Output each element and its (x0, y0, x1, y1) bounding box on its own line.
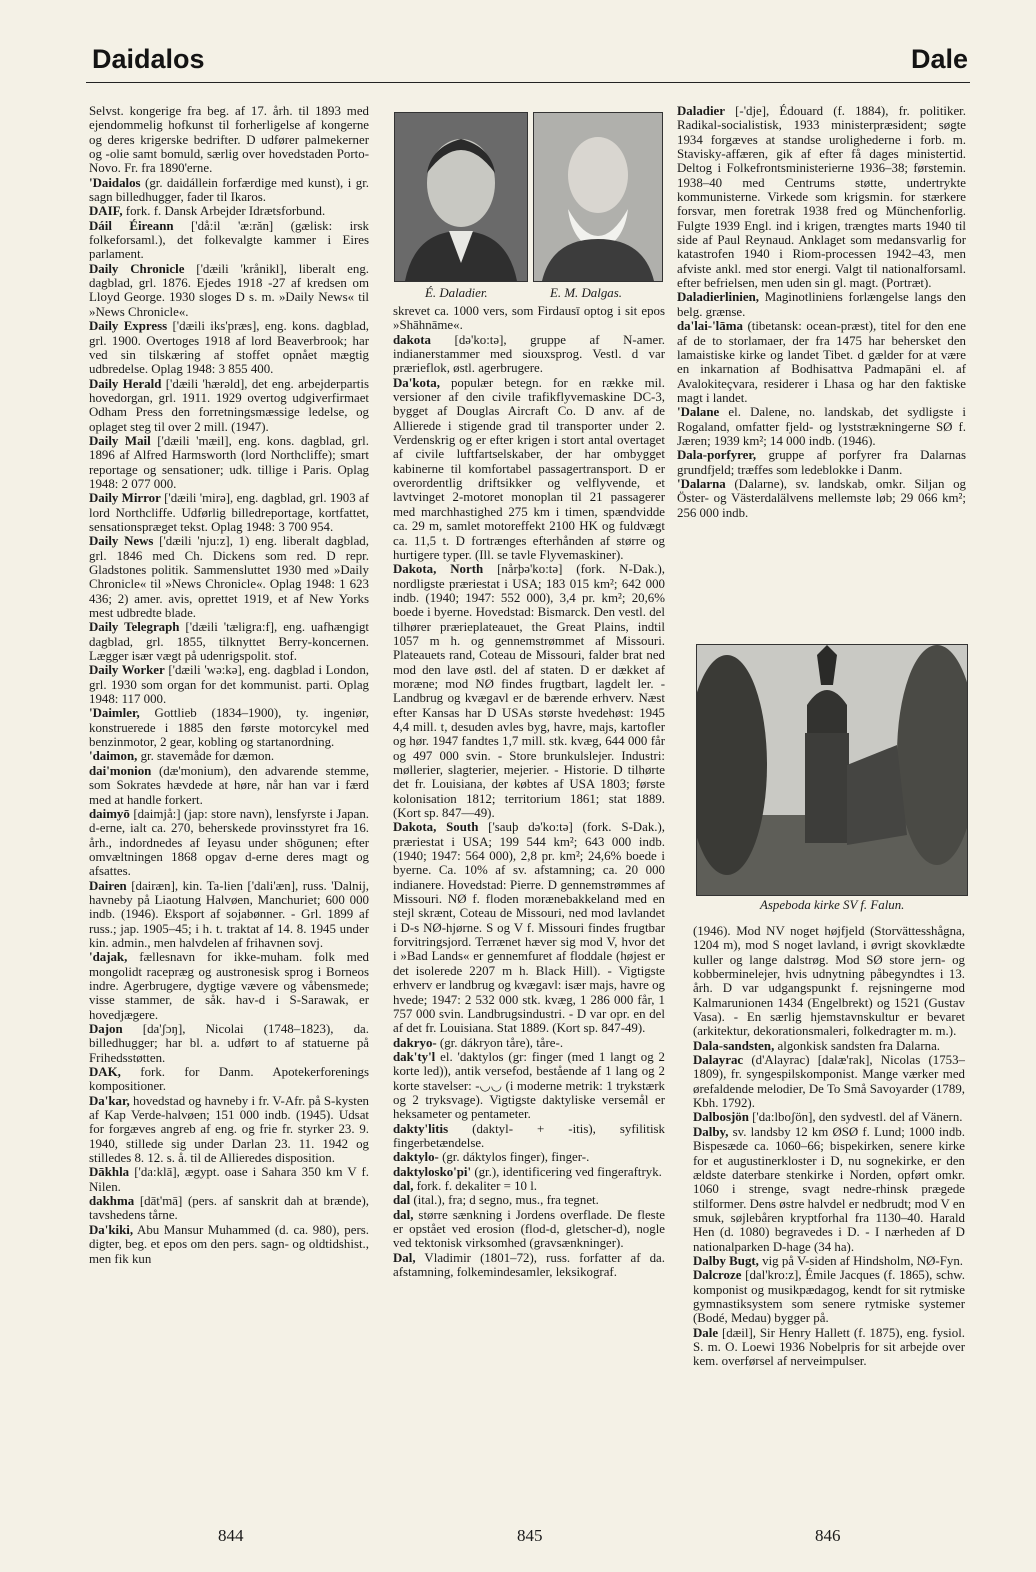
dictionary-entry (393, 1150, 665, 1164)
entry-headword: dal, (393, 1207, 414, 1222)
entry-headword: dak'ty'l (393, 1049, 436, 1064)
dictionary-entry (89, 319, 369, 376)
dictionary-entry (693, 1110, 965, 1124)
dictionary-entry (393, 1036, 665, 1050)
entry-headword: daimyō (89, 806, 130, 821)
entry-body: ['dæili 'wə:kə], eng. dagblad i London, grl. 1930 som organ for det kommunist. parti. Oplag 1948: 117 000. (89, 663, 370, 707)
caption-photo-1: É. Daladier. (425, 286, 488, 300)
entry-body: [də'ko:tə], gruppe af N-amer. indianerstammer med siouxsprog. Vestl. d var prærieflok, østl. agerbrugere. (393, 332, 665, 376)
entry-headword: Da'kota, (393, 375, 440, 390)
dictionary-entry (677, 405, 966, 448)
entry-body: ['sauþ də'ko:tə] (fork. S-Dak.), præriestat i USA; 199 544 km²; 643 000 indb. (1940; 1947: 564 000), 2,8 pr. km²; 24,6% boede i byerne. Ca. 10% af sv. afstamning; ca. 20 000 indianere. Hovedstad: Pierre. D gennemstrømmes af Missouri. NØ f. floden morænebakkeland med en stejl skrænt, Coteau de Missouri, ned mod lavlandet i D-s NØ-hjørne. S og V f. Missouri findes frugtbar forvitringsjord. Terrænet hæver sig mod V, hvor det i »Bad Lands« er gennemfuret af floddale (højest er det isolerede 2207 m h. Black Hill). - Vigtigste erhverv er landbrug og kvægavl: især majs, havre og hvede; 1947: 2 532 000 stk. kvæg, 1 286 000 får, 1 757 000 svin. Landbrugsindustri. - D var opr. en del af det fr. Louisiana. Stat 1889. (Kort sp. 847-49). (393, 820, 665, 1036)
church-photo (696, 644, 968, 896)
entry-headword: 'Dalarna (677, 476, 726, 491)
entry-headword: Dākhla (89, 1165, 130, 1180)
entry-headword: DAIF, (89, 204, 123, 219)
entry-body: ['dæili 'hærəld], det eng. arbejderpartis hovedorgan, grl. 1911. 1929 overtog udgiverfirmaet Odham Press den forretningsmæssige ledelse, og oplaget steg til over 2 mill. (1947). (89, 376, 369, 434)
dictionary-entry (89, 764, 369, 807)
dictionary-entry (89, 176, 369, 205)
column-3-bottom (693, 924, 965, 1369)
entry-headword: Daily Mirror (89, 491, 161, 506)
entry-body: fork. for Danm. Apotekerforenings kompositioner. (89, 1065, 369, 1094)
dictionary-entry (693, 1039, 965, 1053)
entry-headword: Dakota, North (393, 562, 484, 577)
entry-headword: dal, (393, 1178, 414, 1193)
entry-body: Selvst. kongerige fra beg. af 17. årh. til 1893 med ejendommelig hofkunst til forherligelse af kongerne og deres krigerske bedrifter. D udfører palmekerner og -olie samt bomuld, særlig over hovedstaden Porto-Novo. Fr. fra 1890'erne. (89, 104, 369, 176)
entry-headword: Daily Telegraph (89, 620, 180, 635)
dictionary-entry (89, 1065, 369, 1094)
entry-body: algonkisk sandsten fra Dalarna. (774, 1038, 941, 1053)
dictionary-entry (89, 1094, 369, 1166)
entry-body: Abu Mansur Muhammed (d. ca. 980), pers. digter, beg. et epos om den pers. sagn- og oldtidshist., men fik kun (89, 1222, 369, 1266)
column-3-top (677, 104, 966, 520)
entry-headword: dakhma (89, 1194, 135, 1209)
dictionary-entry (693, 1053, 965, 1110)
entry-headword: Dalby Bugt, (693, 1253, 759, 1268)
dictionary-entry (393, 1251, 665, 1280)
entry-headword: dai'monion (89, 763, 152, 778)
entry-headword: Dajon (89, 1022, 123, 1036)
dictionary-entry (677, 477, 966, 520)
dictionary-entry (89, 204, 369, 218)
entry-body: (Dalarne), sv. landskab, omkr. Siljan og Öster- og Västerdalälvens mellemste løb; 29 066 km²; 256 000 indb. (677, 476, 966, 520)
dictionary-entry (693, 1254, 965, 1268)
dictionary-entry (393, 376, 665, 562)
dictionary-entry (393, 1050, 665, 1122)
entry-body: [dal'kro:z], Émile Jacques (f. 1865), schw. komponist og musikpædagog, kendt for sit rytmiske gymnastiksystem som senere rytmiske systemer (Bodé, Medau) bygger på. (693, 1268, 965, 1326)
entry-body: sv. landsby 12 km ØSØ f. Lund; 1000 indb. Bispesæde ca. 1060–66; bispekirken, senere kirke for et augustinerkloster i D, nu sognekirke, er den ældste daterbare stenkirke i Norden, opført omkr. 1060 i strenge, svagt nedre-rhinsk prægede stilformer. Dens østre halvdel er nedbrudt; mod V en smuk, søjlebåren kryptforhal fra 1130–40. Harald Hen (d. 1080) begravedes i D. - I nærheden af D nationalparken D-hage (34 ha). (693, 1124, 965, 1254)
entry-body: ['dæili 'mæil], eng. kons. dagblad, grl. 1896 af Alfred Harmsworth (lord Northcliffe); smart reportage og sensationer; udk. tillige i Paris. Oplag 1948: 2 077 000. (89, 433, 369, 491)
entry-body: hovedstad og havneby i fr. V-Afr. på S-kysten af Kap Verde-halvøen; 151 000 indb. (1945). Udsat for forgæves angreb af eng. og frie fr. styrker 23. 9. 1940, stillede sig under Darlan 23. 11. 1942 og stilledes 8. 12. s. å. til de Allieredes disposition. (89, 1093, 369, 1166)
dictionary-entry (393, 333, 665, 376)
entry-body: ['dæili 'tæligra:f], eng. uafhængigt dagblad, grl. 1855, tilknyttet Berry-koncernen. Lægger især vægt på udenrigspolit. stof. (89, 620, 369, 664)
dictionary-entry (89, 1022, 369, 1065)
entry-headword: Dakota, South (393, 820, 479, 835)
dictionary-entry (393, 1179, 665, 1193)
entry-headword: Daily Mail (89, 433, 151, 448)
dictionary-entry (89, 1165, 369, 1194)
entry-headword: 'Daidalos (89, 175, 141, 190)
dictionary-entry (393, 304, 665, 333)
entry-headword: Daily Worker (89, 663, 165, 678)
entry-body: [da'ʃɔŋ], Nicolai (1748–1823), da. billedhugger; har bl. a. udført to af statuerne på Frihedsstøtten. (89, 1022, 369, 1065)
entry-body: (dæ'monium), den advarende stemme, som Sokrates hævdede at høre, når han var i færd med at handle forkert. (89, 763, 369, 807)
entry-body: (daktyl- + -itis), syfilitisk fingerbetændelse. (393, 1121, 665, 1150)
dictionary-entry (89, 434, 369, 491)
entry-body: (gr.), identificering ved fingeraftryk. (471, 1164, 662, 1179)
dictionary-entry (693, 1326, 965, 1369)
dictionary-entry (89, 377, 369, 434)
dictionary-entry (89, 749, 369, 763)
entry-body: Maginotliniens forlængelse langs den belg. grænse. (677, 290, 966, 319)
entry-body: [dairæn], kin. Ta-lien ['dali'æn], russ. 'Dalnij, havneby på Liaotung Halvøen, Manchuriet; 600 000 indb. (1946). Eksport af sojabønner. - Grl. 1899 af russ.; jap. 1905–45; i h. t. traktat af 14. 8. 1945 under kin. admin., men halvdelen af frihavnen sovj. (89, 878, 369, 950)
column-1 (89, 104, 369, 1266)
dictionary-entry (89, 620, 369, 663)
caption-photo-2: E. M. Dalgas. (550, 286, 622, 300)
dictionary-entry (393, 820, 665, 1035)
dictionary-entry (89, 706, 369, 749)
entry-body: Gottlieb (1834–1900), ty. ingeniør, konstruerede i 1885 den første motorcykel med benzinmotor, 2 gear, kobling og startanordning. (89, 706, 369, 750)
entry-headword: 'dajak, (89, 950, 128, 965)
entry-headword: Dairen (89, 878, 127, 893)
dictionary-entry (693, 1125, 965, 1254)
entry-body: gruppe af porfyrer fra Dalarnas grundfjeld; træffes som ledeblokke i Danm. (677, 448, 966, 477)
entry-body: [dāt'mā] (pers. af sanskrit dah at brænde), tavshedens tårne. (89, 1194, 369, 1223)
entry-headword: 'Daimler, (89, 706, 140, 721)
dictionary-entry (89, 879, 369, 951)
entry-headword: Dalcroze (693, 1268, 742, 1283)
dictionary-entry (89, 663, 369, 706)
entry-body: el. 'daktylos (gr: finger (med 1 langt og 2 korte led)), antik versefod, bestående af 1 lang og 2 korte stavelser: -◡◡ (i moderne metrik: 1 trykstærk og 2 tryksvage). Vigtigste daktyliske versemål er heksameter og pentameter. (393, 1049, 665, 1122)
dictionary-entry (693, 1268, 965, 1325)
entry-body: Vladimir (1801–72), russ. forfatter af da. afstamning, folkemindesamler, leksikograf. (393, 1250, 665, 1280)
page-number-844: 844 (218, 1526, 244, 1545)
dictionary-entry (89, 534, 369, 620)
entry-headword: dakota (393, 332, 431, 347)
entry-body: ['da:lboʃön], den sydvestl. del af Vänern. (748, 1110, 963, 1125)
dictionary-entry (89, 950, 369, 1022)
dictionary-entry (89, 262, 369, 319)
dictionary-entry (393, 562, 665, 820)
entry-body: (ital.), fra; d segno, mus., fra tegnet. (410, 1193, 599, 1208)
entry-body: fællesnavn for ikke-muham. folk med mongolidt racepræg og austronesisk sprog i Borneos indre. Agerbrugere, dygtige vævere og våbensmede; visse stammer, de såk. hav-d i S-Sarawak, er hovedjægere. (89, 950, 369, 1022)
dictionary-entry (393, 1193, 665, 1207)
entry-headword: Dalbosjön (693, 1110, 749, 1125)
entry-body: [daimjå:] (jap: store navn), lensfyrste i Japan. d-erne, ialt ca. 270, beherskede provinsstyret fra 16. årh., indordnedes af Ieyasu under shōgunen; efter omvæltningen 1868 opgav d-erne deres magt og afsattes. (89, 806, 369, 879)
dictionary-entry (89, 491, 369, 534)
dictionary-entry (393, 1122, 665, 1151)
dictionary-entry (89, 807, 369, 879)
entry-body: fork. f. dekaliter = 10 l. (413, 1178, 538, 1193)
page-number-846: 846 (815, 1526, 841, 1545)
entry-headword: 'daimon, (89, 749, 138, 764)
portrait-photo-dalgas (533, 112, 663, 282)
dictionary-entry (693, 924, 965, 1039)
entry-body: (gr. dákryon tåre), tåre-. (436, 1035, 564, 1050)
entry-body: gr. stavemåde for dæmon. (137, 749, 275, 764)
dictionary-entry (677, 104, 966, 290)
entry-body: ['då:il 'æ:răn] (gælisk: irsk folkeforsaml.), det folkevalgte kammer i Eires parlament. (89, 218, 369, 262)
dictionary-entry (677, 448, 966, 477)
entry-headword: Dáil Éireann (89, 218, 174, 233)
entry-headword: Daily Herald (89, 376, 162, 391)
entry-headword: dal (393, 1193, 411, 1208)
entry-body: el. Dalene, no. landskab, det sydligste i Rogaland, omfatter fjeld- og lyststrækningerne SØ f. Jæren; 1939 km²; 14 000 indb. (1946). (677, 405, 966, 448)
entry-body: ['dæili iks'præs], eng. kons. dagblad, grl. 1900. Overtoges 1918 af lord Beaverbrook; har ved sin tilskæring af stoffet opnået mægtig udbredelse. Oplag 1948: 3 855 400. (89, 319, 369, 377)
entry-body: (gr. dáktylos finger), finger-. (438, 1150, 590, 1165)
entry-body: (d'Alayrac) [dalæ'rak], Nicolas (1753–1809), fr. syngespilskomponist. Mange værker med ørefaldende melodier, De To Små Savoyarder (1789, Kbh. 1792). (693, 1053, 965, 1111)
entry-headword: Dala-porfyrer, (677, 448, 757, 463)
entry-headword: dakryo- (393, 1035, 437, 1050)
entry-body: større sænkning i Jordens overflade. De fleste er opstået ved erosion (flod-d, gletscher-d), nogle ved tektonisk virksomhed (gravsænkninger). (393, 1207, 665, 1251)
entry-body: ['da:klā], ægypt. oase i Sahara 350 km V f. Nilen. (89, 1165, 369, 1194)
entry-body: vig på V-siden af Hindsholm, NØ-Fyn. (758, 1253, 964, 1268)
entry-body: [-'dje], Édouard (f. 1884), fr. politiker. Radikal-socialistisk, 1933 ministerpræsident; søgte 1934 forgæves at standse urolighederne i forb. m. Stavisky-affæren, gik af efter få dages ministertid. Deltog i Folkefrontsministerierne 1936–38; førstemin. 1938–40 med Centrums støtte, undertrykte kommunisterne. Virkede som krigsmin. for stærkere forsvar, men foretrak 1938 fred og Münchenforlig. Fulgte 1939 Engl. ind i krigen, trængtes marts 1940 til side af Paul Reynaud. Anklaget som medansvarlig for katastrofen 1940 i Riom-processen 1942–43, men afviste ankl. med stor energi. Valgt til nationalforsaml. efter befrielsen, men uden sin gl. magt. (Portræt). (677, 104, 966, 291)
page-header-left: Daidalos (92, 44, 205, 74)
entry-body: [dæil], Sir Henry Hallett (f. 1875), eng. fysiol. S. m. O. Loewi 1936 Nobelpris for sit arbejde over kem. overførsel af nerveimpulser. (693, 1325, 965, 1369)
portrait-photo-daladier (394, 112, 528, 282)
entry-headword: Daily News (89, 534, 154, 549)
column-2 (393, 304, 665, 1279)
entry-headword: Dala-sandsten, (693, 1038, 775, 1053)
dictionary-entry (89, 104, 369, 176)
entry-body: skrevet ca. 1000 vers, som Firdausī optog i sit epos »Shāhnāme«. (393, 304, 665, 333)
page-header-right: Dale (910, 44, 968, 74)
entry-body: (1946). Mod NV noget højfjeld (Storvättesshågna, 1204 m), mod S noget lavland, i øvrigt skovklædte kuller og lange dalstrøg. Mod SØ store jern- og kobberminelejer, hvis udnytning påbegyndtes i 13. årh. D var udgangspunkt f. rejsningerne mod Kalmarunionen 1434 (Engelbrekt) og 1521 (Gustav Vasa). - En særlig hjemstavnskultur er bevaret (arkitektur, dekorationsmaleri, folkedragter m. m.). (693, 924, 965, 1039)
entry-body: ['dæili 'mirə], eng. dagblad, grl. 1903 af lord Northcliffe. Udførlig billedreportage, kortfattet, sensationspræget tekst. Oplag 1948: 3 700 954. (89, 491, 369, 534)
entry-headword: Da'kiki, (89, 1222, 134, 1237)
dictionary-entry (393, 1165, 665, 1179)
entry-headword: Dalby, (693, 1124, 729, 1139)
entry-headword: Daladier (677, 104, 725, 118)
dictionary-entry (677, 319, 966, 405)
entry-body: fork. f. Dansk Arbejder Idrætsforbund. (122, 204, 326, 219)
entry-headword: Daladierlinien, (677, 290, 760, 305)
dictionary-entry (89, 1223, 369, 1266)
entry-headword: daktylosko'pi' (393, 1164, 472, 1179)
header-rule (86, 82, 970, 83)
entry-body: [nårþə'ko:tə] (fork. N-Dak.), nordligste præriestat i USA; 183 015 km²; 642 000 indb. (1940; 1947: 552 000), 3,4 pr. km²; 20,6% boede i byerne. Hovedstad: Bismarck. Den vestl. del tilhører prærieplateauet, the Great Plains, indtil 1057 m h. og gennemstrømmet af Missouri. Plateauets rand, Coteau de Missouri, falder brat ned mod den lave østl. del af staten. D er dækket af moræne; mod NØ findes frugtbart, lagdelt ler. - Landbrug og kvægavl er de bærende erhverv. Næst efter Kansas har D USAs største hvedehøst: 1945 4,4 mill. t, desuden avles byg, havre, majs, kartofler og hør. 1947 fandtes 1,7 mill. stk. kvæg, 644 000 får og 497 000 svin. - Store brunkulslejer. Industri: møllerier, slagterier, mejerier. - Historie. D tilhørte det fr. Louisiana, der købtes af USA 1803; første kolonisation 1812; territorium 1861; stat 1889. (Kort sp. 847—49). (393, 562, 665, 821)
dictionary-entry (89, 219, 369, 262)
entry-body: ['dæili 'nju:z], 1) eng. liberalt dagblad, grl. 1846 med Ch. Dickens som red. D repr. Gladstones politik. Sammensluttet 1930 med »Daily Chronicle« til »News Chronicle«. Oplag 1948: 1 623 436; 2) amer. avis, oprettet 1919, et af New Yorks mest udbredte blade. (89, 534, 369, 621)
entry-headword: Daily Chronicle (89, 261, 185, 276)
entry-headword: Daily Express (89, 319, 168, 334)
entry-headword: daktylo- (393, 1150, 439, 1165)
caption-photo-3: Aspeboda kirke SV f. Falun. (760, 898, 905, 912)
entry-headword: 'Dalane (677, 405, 720, 420)
dictionary-entry (393, 1208, 665, 1251)
entry-headword: Dal, (393, 1250, 416, 1265)
entry-body: populær betegn. for en række mil. versioner af den civile trafikflyvemaskine DC-3, bygget af Douglas Aircraft Co. D anv. af de Allierede i stigende grad til transporter under 2. Verdenskrig og er efter krigen i stort antal overtaget af civile luftfartselskaber, der har ombygget kabinerne til komfortabel passagertransport. D er overordentlig driftsikker og velflyvende, et lavtvinget 2-motoret monoplan til 21 passagerer med marchhastighed 275 km i timen, spændvidde ca. 29 m, samlet motoreffekt 2100 HK og fuldvægt ca. 11,5 t. D fortrænges efterhånden af større og hurtigere typer. (Ill. se tavle Flyvemaskiner). (393, 375, 665, 562)
entry-body: ['dæili 'krånikl], liberalt eng. dagblad, grl. 1876. Ejedes 1918 -27 af kredsen om Lloyd George. 1930 sloges D s. m. »Daily News« til »News Chronicle«. (89, 261, 369, 319)
entry-headword: Dale (693, 1325, 719, 1340)
entry-headword: Dalayrac (693, 1053, 744, 1068)
entry-headword: DAK, (89, 1065, 121, 1080)
dictionary-entry (89, 1194, 369, 1223)
entry-headword: dakty'litis (393, 1121, 449, 1136)
entry-body: (tibetansk: ocean-præst), titel for den ene af de to storlamaer, der fra 1475 har behersket den lamaistiske kirke og landet Tibet. d gælder for at være en inkarnation af Bodhisattva Padmapāni el. af Avalokiteçvara, residerer i Lhasa og har den faktiske magt i landet. (677, 319, 966, 405)
dictionary-entry (677, 290, 966, 319)
page-number-845: 845 (517, 1526, 543, 1545)
entry-headword: Da'kar, (89, 1093, 130, 1108)
entry-headword: da'lai-'lāma (677, 319, 743, 334)
entry-body: (gr. daidállein forfærdige med kunst), i gr. sagn billedhugger, fader til Ikaros. (89, 175, 369, 205)
